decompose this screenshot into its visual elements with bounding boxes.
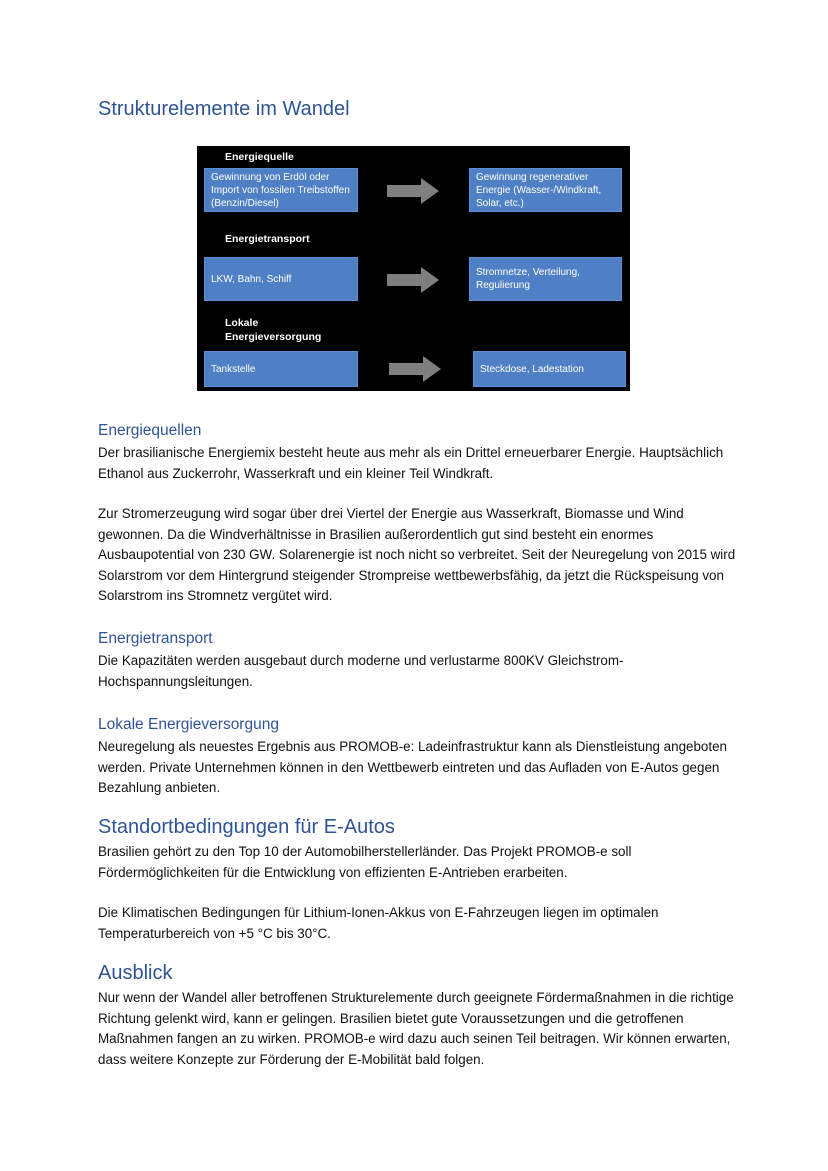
diagram-box-lokale-from: Tankstelle	[204, 351, 358, 387]
paragraph: Zur Stromerzeugung wird sogar über drei Viertel der Energie aus Wasserkraft, Biomasse und Wind gewonnen. Da die Windverhältnisse in Brasilien außerordentlich gut sind besteht ein enormes Ausbaupotential von 230 GW. Solarenergie ist noch nicht so verbreitet. Seit der Neuregelung von 2015 wird Solarstrom vor dem Hintergrund steigender Strompreise wettbewerbsfähig, da jetzt die Rückspeisung von Solarstrom ins Stromnetz vergütet wird.	[98, 506, 736, 603]
diagram-box-lokale-to: Steckdose, Ladestation	[473, 351, 626, 387]
paragraph: Neuregelung als neuestes Ergebnis aus PROMOB-e: Ladeinfrastruktur kann als Dienstleistung angeboten werden. Private Unternehmen können in den Wettbewerb eintreten und das Aufladen von E-Autos gegen Bezahlung anbieten.	[98, 739, 727, 795]
paragraph: Nur wenn der Wandel aller betroffenen Strukturelemente durch geeignete Fördermaßnahmen in die richtige Richtung gelenkt wird, kann er gelingen. Brasilien bietet gute Voraussetzungen und die getroffenen Maßnahmen fangen an zu wirken. PROMOB-e wird dazu auch seinen Teil beitragen. Wir können erwarten, dass weitere Konzepte zur Förderung der E-Mobilität bald folgen.	[98, 990, 734, 1067]
section-heading-standortbedingungen: Standortbedingungen für E-Autos	[98, 816, 395, 838]
diagram-box-energiequelle-from: Gewinnung von Erdöl oder Import von fossilen Treibstoffen (Benzin/Diesel)	[204, 168, 358, 212]
structure-diagram	[197, 146, 630, 391]
diagram-label-lokale-energieversorgung: Lokale Energieversorgung	[225, 317, 322, 343]
section-heading-ausblick: Ausblick	[98, 962, 173, 984]
diagram-label-energiequelle: Energiequelle	[225, 151, 294, 163]
arrow-right-icon	[387, 267, 439, 293]
paragraph: Die Klimatischen Bedingungen für Lithium-Ionen-Akkus von E-Fahrzeugen liegen im optimalen Temperaturbereich von +5 °C bis 30°C.	[98, 905, 659, 941]
paragraph: Brasilien gehört zu den Top 10 der Automobilherstellerländer. Das Projekt PROMOB-e soll Fördermöglichkeiten für die Entwicklung von effizienten E-Antrieben erarbeiten.	[98, 844, 632, 880]
diagram-box-energietransport-from: LKW, Bahn, Schiff	[204, 257, 358, 301]
section-heading-energiequellen: Energiequellen	[98, 422, 202, 439]
page-title: Strukturelemente im Wandel	[98, 98, 350, 120]
paragraph: Die Kapazitäten werden ausgebaut durch moderne und verlustarme 800KV Gleichstrom-Hochspannungsleitungen.	[98, 653, 624, 689]
diagram-label-energietransport: Energietransport	[225, 233, 310, 245]
section-heading-lokale-energieversorgung: Lokale Energieversorgung	[98, 716, 279, 733]
section-heading-energietransport: Energietransport	[98, 630, 213, 647]
diagram-box-energiequelle-to: Gewinnung regenerativer Energie (Wasser-/Windkraft, Solar, etc.)	[469, 168, 622, 212]
paragraph: Der brasilianische Energiemix besteht heute aus mehr als ein Drittel erneuerbarer Energie. Hauptsächlich Ethanol aus Zuckerrohr, Wasserkraft und ein kleiner Teil Windkraft.	[98, 445, 724, 481]
arrow-right-icon	[387, 178, 439, 204]
diagram-box-energietransport-to: Stromnetze, Verteilung, Regulierung	[469, 257, 622, 301]
arrow-right-icon	[389, 356, 441, 382]
